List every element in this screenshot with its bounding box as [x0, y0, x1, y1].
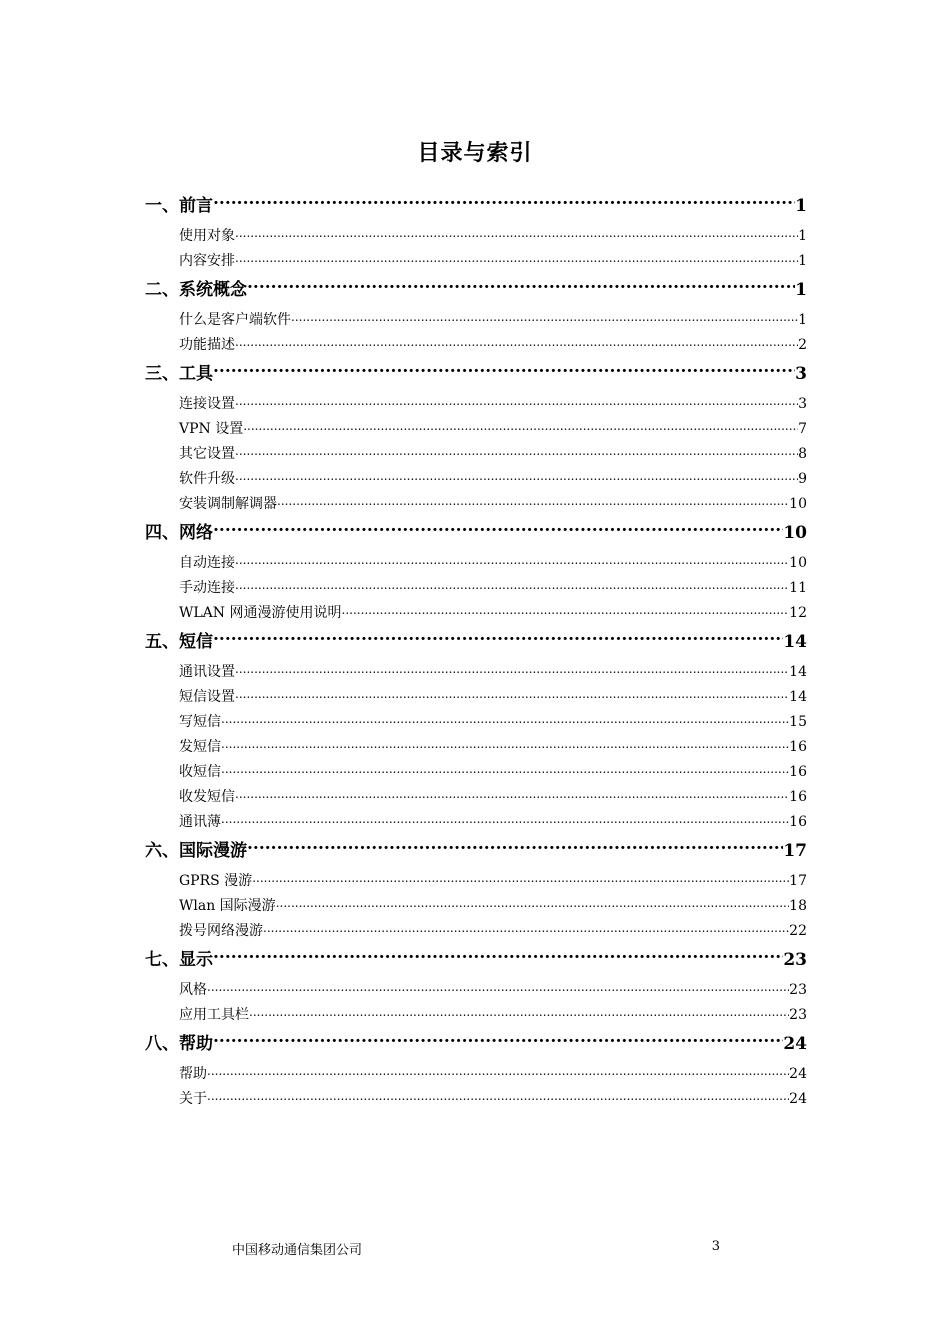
toc-chapter-page: 1	[795, 196, 807, 216]
toc-section	[145, 190, 807, 274]
toc-subentry-page: 16	[789, 789, 807, 805]
toc-chapter-entry[interactable]	[145, 626, 807, 658]
toc-subentry[interactable]	[145, 919, 807, 944]
toc-leader-dots	[276, 896, 789, 910]
toc-leader-dots	[235, 553, 789, 567]
toc-leader-dots	[213, 194, 795, 211]
toc-subentry-page: 3	[798, 396, 807, 412]
toc-subentry[interactable]	[145, 492, 807, 517]
toc-subentry-page: 14	[789, 689, 807, 705]
toc-subentry-label: 写短信	[179, 714, 221, 730]
toc-subentries	[145, 978, 807, 1028]
toc-subentry[interactable]	[145, 442, 807, 467]
toc-leader-dots	[213, 362, 795, 379]
toc-subentry[interactable]	[145, 417, 807, 442]
toc-leader-dots	[207, 1089, 789, 1103]
toc-section	[145, 1028, 807, 1112]
toc-leader-dots	[252, 871, 789, 885]
toc-subentry[interactable]	[145, 785, 807, 810]
toc-leader-dots	[221, 712, 789, 726]
toc-subentry-page: 23	[789, 1007, 807, 1023]
toc-subentry[interactable]	[145, 467, 807, 492]
toc-leader-dots	[247, 839, 783, 856]
toc-leader-dots	[235, 578, 789, 592]
toc-leader-dots	[221, 812, 789, 826]
toc-subentries	[145, 660, 807, 835]
toc-subentry-page: 1	[798, 253, 807, 269]
toc-leader-dots	[243, 419, 798, 433]
toc-chapter-entry[interactable]	[145, 1028, 807, 1060]
toc-leader-dots	[213, 521, 783, 538]
toc-subentry-page: 10	[789, 496, 807, 512]
toc-leader-dots	[277, 494, 789, 508]
toc-chapter-page: 3	[795, 364, 807, 384]
toc-leader-dots	[207, 1064, 789, 1078]
toc-subentry-page: 14	[789, 664, 807, 680]
toc-subentry[interactable]	[145, 601, 807, 626]
toc-subentry-page: 11	[789, 580, 807, 596]
toc-section	[145, 517, 807, 626]
toc-subentry-page: 7	[798, 421, 807, 437]
toc-subentry[interactable]	[145, 735, 807, 760]
toc-chapter-label: 二、系统概念	[145, 280, 247, 300]
toc-subentries	[145, 308, 807, 358]
toc-chapter-entry[interactable]	[145, 190, 807, 222]
toc-leader-dots	[235, 662, 789, 676]
toc-subentry[interactable]	[145, 333, 807, 358]
toc-subentry-label: 收发短信	[179, 789, 235, 805]
toc-chapter-label: 五、短信	[145, 632, 213, 652]
toc-leader-dots	[213, 1032, 783, 1049]
toc-subentry-page: 16	[789, 764, 807, 780]
toc-subentry-label: 应用工具栏	[179, 1007, 249, 1023]
toc-subentry-page: 12	[789, 605, 807, 621]
toc-leader-dots	[247, 278, 795, 295]
toc-chapter-page: 24	[783, 1034, 807, 1054]
toc-subentry-label: 什么是客户端软件	[179, 312, 291, 328]
toc-subentry[interactable]	[145, 810, 807, 835]
toc-subentry-label: 通讯设置	[179, 664, 235, 680]
page-footer	[232, 1239, 720, 1258]
toc-subentries	[145, 869, 807, 944]
toc-chapter-label: 三、工具	[145, 364, 213, 384]
toc-subentry-label: 发短信	[179, 739, 221, 755]
toc-subentry[interactable]	[145, 1087, 807, 1112]
toc-subentry[interactable]	[145, 710, 807, 735]
toc-subentry-page: 2	[798, 337, 807, 353]
toc-leader-dots	[235, 251, 798, 265]
toc-subentry-label: 软件升级	[179, 471, 235, 487]
toc-leader-dots	[207, 980, 789, 994]
footer-company: 中国移动通信集团公司	[232, 1243, 363, 1258]
toc-leader-dots	[235, 687, 789, 701]
toc-section	[145, 944, 807, 1028]
toc-chapter-label: 一、前言	[145, 196, 213, 216]
toc-subentry-label: 其它设置	[179, 446, 235, 462]
toc-subentry-label: 内容安排	[179, 253, 235, 269]
toc-chapter-entry[interactable]	[145, 274, 807, 306]
toc-subentry-page: 22	[789, 923, 807, 939]
toc-chapter-label: 七、显示	[145, 950, 213, 970]
toc-subentry[interactable]	[145, 978, 807, 1003]
toc-chapter-entry[interactable]	[145, 835, 807, 867]
toc-subentry[interactable]	[145, 551, 807, 576]
toc-subentry-page: 24	[789, 1066, 807, 1082]
toc-subentry-label: 手动连接	[179, 580, 235, 596]
toc-leader-dots	[213, 948, 783, 965]
toc-subentry-label: 风格	[179, 982, 207, 998]
toc-subentry-page: 18	[789, 898, 807, 914]
toc-subentry[interactable]	[145, 660, 807, 685]
toc-subentry-page: 16	[789, 739, 807, 755]
toc-subentry-label: GPRS 漫游	[179, 873, 253, 889]
toc-subentry-label: 拨号网络漫游	[179, 923, 263, 939]
toc-subentry-page: 23	[789, 982, 807, 998]
toc-chapter-label: 六、国际漫游	[145, 841, 247, 861]
toc-leader-dots	[235, 394, 798, 408]
toc-subentry-page: 24	[789, 1091, 807, 1107]
toc-section	[145, 626, 807, 835]
toc-subentry-label: 收短信	[179, 764, 221, 780]
toc-leader-dots	[235, 787, 789, 801]
toc-chapter-page: 14	[783, 632, 807, 652]
toc-subentries	[145, 392, 807, 517]
toc-subentry-label: 短信设置	[179, 689, 235, 705]
toc-leader-dots	[235, 444, 798, 458]
toc-section	[145, 274, 807, 358]
toc-subentry-label: 通讯薄	[179, 814, 221, 830]
toc-subentries	[145, 551, 807, 626]
toc-leader-dots	[235, 335, 798, 349]
toc-subentry[interactable]	[145, 224, 807, 249]
toc-subentry-label: 帮助	[179, 1066, 207, 1082]
table-of-contents	[145, 190, 807, 1112]
toc-subentry-label: 关于	[179, 1091, 207, 1107]
toc-leader-dots	[291, 310, 798, 324]
toc-subentry[interactable]	[145, 869, 807, 894]
toc-subentry-page: 1	[798, 312, 807, 328]
toc-subentry-page: 1	[798, 228, 807, 244]
toc-subentry-label: WLAN 网通漫游使用说明	[179, 605, 342, 621]
toc-subentry-page: 17	[789, 873, 807, 889]
toc-subentry-label: 使用对象	[179, 228, 235, 244]
toc-leader-dots	[213, 630, 783, 647]
toc-chapter-entry[interactable]	[145, 517, 807, 549]
toc-subentry[interactable]	[145, 392, 807, 417]
toc-subentry-page: 16	[789, 814, 807, 830]
toc-subentry[interactable]	[145, 894, 807, 919]
toc-subentry-label: 连接设置	[179, 396, 235, 412]
toc-subentry[interactable]	[145, 249, 807, 274]
toc-subentry-page: 8	[798, 446, 807, 462]
toc-subentries	[145, 224, 807, 274]
toc-section	[145, 835, 807, 944]
toc-leader-dots	[221, 762, 789, 776]
toc-subentry-page: 15	[789, 714, 807, 730]
toc-subentry-page: 9	[798, 471, 807, 487]
toc-section	[145, 358, 807, 517]
toc-leader-dots	[263, 921, 789, 935]
toc-subentry[interactable]	[145, 760, 807, 785]
toc-chapter-page: 10	[783, 523, 807, 543]
toc-subentry[interactable]	[145, 1062, 807, 1087]
toc-chapter-label: 八、帮助	[145, 1034, 213, 1054]
toc-subentry-page: 10	[789, 555, 807, 571]
toc-leader-dots	[342, 603, 790, 617]
toc-subentry[interactable]	[145, 1003, 807, 1028]
toc-chapter-page: 17	[783, 841, 807, 861]
toc-leader-dots	[235, 469, 798, 483]
toc-chapter-page: 1	[795, 280, 807, 300]
toc-subentry[interactable]	[145, 308, 807, 333]
toc-chapter-entry[interactable]	[145, 358, 807, 390]
toc-leader-dots	[235, 226, 798, 240]
toc-subentry-label: Wlan 国际漫游	[179, 898, 276, 914]
toc-subentries	[145, 1062, 807, 1112]
toc-subentry-label: VPN 设置	[179, 421, 244, 437]
toc-leader-dots	[221, 737, 789, 751]
toc-chapter-page: 23	[783, 950, 807, 970]
toc-chapter-label: 四、网络	[145, 523, 213, 543]
toc-subentry[interactable]	[145, 576, 807, 601]
toc-chapter-entry[interactable]	[145, 944, 807, 976]
toc-subentry-label: 自动连接	[179, 555, 235, 571]
toc-subentry[interactable]	[145, 685, 807, 710]
toc-subentry-label: 安装调制解调器	[179, 496, 277, 512]
page-title: 目录与索引	[417, 140, 533, 166]
footer-page-number: 3	[711, 1239, 720, 1254]
toc-subentry-label: 功能描述	[179, 337, 235, 353]
toc-leader-dots	[249, 1005, 789, 1019]
